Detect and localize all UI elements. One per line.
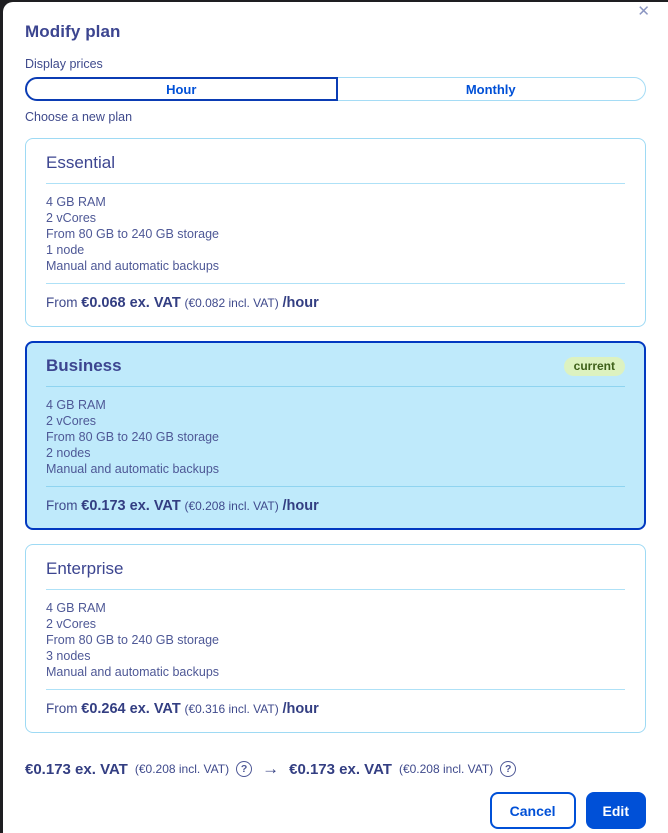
feature-list: [46, 397, 625, 477]
toggle-monthly[interactable]: [337, 77, 647, 101]
choose-plan-label: Choose a new plan: [25, 110, 133, 124]
price-period-toggle: [25, 77, 646, 101]
feature-item: 1 node: [46, 243, 85, 257]
feature-item: From 80 GB to 240 GB storage: [46, 633, 219, 647]
feature-item: 2 nodes: [46, 446, 91, 460]
plan-price: [46, 498, 625, 514]
price-ex-vat: €0.173 ex. VAT: [81, 498, 181, 514]
price-prefix: From: [46, 295, 78, 310]
help-icon[interactable]: [236, 761, 252, 777]
divider: [46, 486, 625, 487]
price-incl-vat: (€0.208 incl. VAT): [184, 499, 279, 513]
feature-item: Manual and automatic backups: [46, 259, 220, 273]
current-price-ex-vat: €0.173 ex. VAT: [25, 760, 128, 778]
plan-card-essential[interactable]: [25, 138, 646, 327]
plan-title-row: [46, 152, 625, 174]
plan-name: Enterprise: [46, 559, 124, 578]
plan-price: [46, 701, 625, 717]
divider: [46, 283, 625, 284]
price-incl-vat: (€0.316 incl. VAT): [184, 702, 279, 716]
feature-list: [46, 600, 625, 680]
toggle-monthly-label: Monthly: [465, 81, 516, 97]
feature-item: 4 GB RAM: [46, 601, 106, 615]
plan-card-enterprise[interactable]: [25, 544, 646, 733]
feature-item: Manual and automatic backups: [46, 665, 220, 679]
feature-item: 4 GB RAM: [46, 195, 106, 209]
divider: [46, 589, 625, 590]
price-ex-vat: €0.264 ex. VAT: [81, 701, 181, 717]
new-price-incl-vat: (€0.208 incl. VAT): [398, 762, 494, 776]
feature-item: From 80 GB to 240 GB storage: [46, 430, 219, 444]
price-period: /hour: [282, 295, 319, 311]
display-prices-label: Display prices: [25, 57, 103, 71]
new-price-ex-vat: €0.173 ex. VAT: [289, 760, 392, 778]
cancel-button[interactable]: Cancel: [490, 792, 576, 829]
divider: [46, 689, 625, 690]
question-mark: ?: [505, 763, 512, 775]
price-period: /hour: [282, 498, 319, 514]
price-change-summary: [25, 759, 646, 779]
current-plan-badge: current: [564, 357, 625, 376]
feature-list: [46, 194, 625, 274]
feature-item: 4 GB RAM: [46, 398, 106, 412]
plan-card-business[interactable]: [25, 341, 646, 530]
plan-title-row: [46, 558, 625, 580]
current-price-incl-vat: (€0.208 incl. VAT): [134, 762, 230, 776]
feature-item: 2 vCores: [46, 617, 97, 631]
modify-plan-dialog: [3, 2, 668, 833]
divider: [46, 183, 625, 184]
feature-item: 3 nodes: [46, 649, 91, 663]
price-prefix: From: [46, 498, 78, 513]
arrow-right-icon: →: [262, 759, 280, 778]
feature-item: 2 vCores: [46, 211, 97, 225]
question-mark: ?: [240, 763, 248, 775]
plan-name: Essential: [46, 153, 115, 172]
dialog-header: [25, 2, 650, 42]
plan-price: [46, 295, 625, 311]
plan-name: Business: [46, 356, 122, 375]
feature-item: 2 vCores: [46, 414, 97, 428]
help-icon[interactable]: [500, 761, 516, 777]
close-icon: ✕: [637, 3, 650, 20]
feature-item: From 80 GB to 240 GB storage: [46, 227, 219, 241]
dialog-footer: [25, 792, 646, 829]
plan-title-row: [46, 355, 625, 377]
edit-button[interactable]: Edit: [586, 792, 646, 829]
price-ex-vat: €0.068 ex. VAT: [81, 295, 181, 311]
page-title: Modify plan: [25, 22, 121, 41]
divider: [46, 386, 625, 387]
close-button[interactable]: [633, 0, 654, 23]
price-prefix: From: [46, 701, 78, 716]
price-incl-vat: (€0.082 incl. VAT): [184, 296, 279, 310]
toggle-hour-label: Hour: [166, 81, 197, 97]
price-period: /hour: [282, 701, 319, 717]
toggle-hour[interactable]: [25, 77, 338, 101]
feature-item: Manual and automatic backups: [46, 462, 220, 476]
